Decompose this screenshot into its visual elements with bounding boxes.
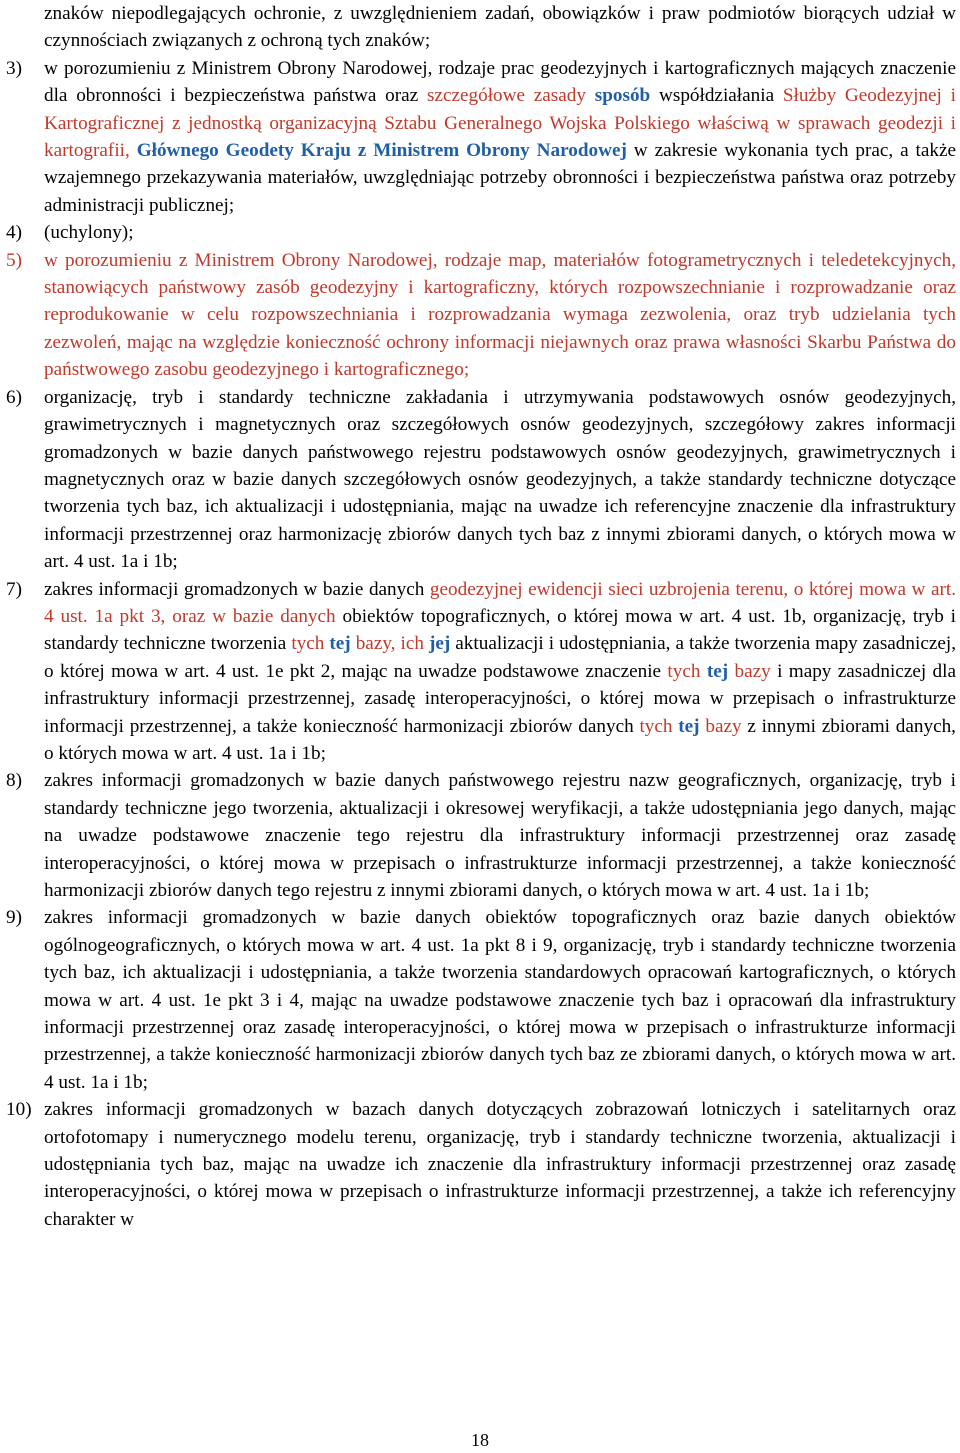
amended-text-segment: Głównego Geodety Kraju z Ministrem Obrony Narodowej bbox=[136, 140, 627, 162]
amended-text-segment: ich bbox=[400, 633, 429, 655]
item-text bbox=[44, 1096, 956, 1233]
list-item bbox=[6, 904, 956, 1096]
item-text bbox=[44, 247, 956, 384]
ordinance-items-list bbox=[6, 55, 956, 1233]
text-segment: zakres informacji gromadzonych w bazie danych bbox=[44, 578, 430, 600]
amended-text-segment: tych bbox=[291, 633, 330, 655]
list-item bbox=[6, 247, 956, 384]
text-segment: w porozumieniu z Ministrem Obrony Narodowej, rodzaje prac geodezyjnych i kartograficznych mających znaczenie dla obronności i bezpieczeństwa państwa oraz bbox=[44, 57, 956, 107]
amended-text-segment: szczegółowe zasady bbox=[426, 85, 595, 107]
text-segment: w zakresie wykonania tych prac, a także wzajemnego przekazywania materiałów, uwzględniając potrzeby obronności i bezpieczeństwa państwa oraz potrzeby administracji publicznej; bbox=[44, 140, 956, 216]
text-segment: znaków niepodlegających ochronie, z uwzględnieniem zadań, obowiązków i praw podmiotów biorących udział w czynnościach związanych z ochroną tych znaków; bbox=[44, 3, 956, 52]
text-segment: zakres informacji gromadzonych w bazach danych dotyczących zobrazowań lotniczych i satelitarnych oraz ortofotomapy i numerycznego modelu terenu, organizację, tryb i standardy techniczne tworzenia, aktualizacji i udostępniania tych baz, mając na uwadze ich znaczenie dla infrastruktury informacji przestrzennej oraz zasadę interoperacyjności, o której mowa w przepisach o infrastrukturze informacji przestrzennej, a także ich referencyjny charakter w bbox=[44, 1099, 956, 1230]
item-text bbox=[44, 576, 956, 768]
list-item bbox=[6, 55, 956, 219]
amended-text-segment: tych bbox=[639, 715, 679, 737]
text-segment: aktualizacji i udostępniania, a także tworzenia mapy zasadniczej, o której mowa w art. 4 ust. 1e pkt 2, mając na uwadze podstawowe znaczenie bbox=[44, 633, 956, 682]
list-item bbox=[6, 384, 956, 576]
amended-text-segment: tej bbox=[706, 660, 729, 682]
item-number: 9) bbox=[6, 907, 22, 929]
document-page bbox=[6, 0, 956, 1233]
amended-text-segment: Służby Geodezyjnej i Kartograficznej z jednostką organizacyjną Sztabu Generalnego Wojska Polskiego właściwą w sprawach geodezji i kartografii, bbox=[44, 85, 956, 162]
page-number: 18 bbox=[471, 1430, 489, 1450]
list-item bbox=[6, 767, 956, 904]
amended-text-segment: bazy bbox=[699, 715, 742, 737]
amended-text-segment: w porozumieniu z Ministrem Obrony Narodowej, rodzaje map, materiałów fotogrametrycznych i teledetekcyjnych, stanowiących państwowy zasób geodezyjny i kartograficzny, których rozpowszechnianie i rozprowadzanie oraz reprodukowanie w celu rozpowszechniania i rozprowadzania wymaga zezwolenia, oraz tryb udzielania tych zezwoleń, mając na względzie konieczność ochrony informacji niejawnych oraz prawa własności Skarbu Państwa do państwowego zasobu geodezyjnego i kartograficznego; bbox=[44, 249, 956, 381]
amended-text-segment: sposób bbox=[594, 85, 651, 107]
list-item bbox=[6, 576, 956, 768]
item-number: 10) bbox=[6, 1099, 32, 1121]
amended-text-segment: tej bbox=[678, 715, 700, 737]
text-segment: organizację, tryb i standardy techniczne zakładania i utrzymywania podstawowych osnów geodezyjnych, grawimetrycznych i magnetycznych oraz szczegółowych osnów geodezyjnych, szczegółowy zakres informacji gromadzonych w bazie danych państwowego rejestru podstawowych osnów geodezyjnych, grawimetrycznych i magnetycznych oraz w bazie danych szczegółowych osnów geodezyjnych, a także standardy techniczne dotyczące tworzenia tych baz, ich aktualizacji i udostępniania, mając na uwadze ich referencyjne znaczenie dla infrastruktury informacji przestrzennej oraz harmonizację zbiorów danych tych baz z innymi zbiorami danych, o których mowa w art. 4 ust. 1a i 1b; bbox=[44, 386, 956, 573]
amended-text-segment: bazy bbox=[728, 660, 771, 682]
item-text bbox=[44, 384, 956, 576]
item-text bbox=[44, 767, 956, 904]
item-number: 4) bbox=[6, 222, 22, 244]
amended-text-segment: bazy, bbox=[350, 633, 401, 655]
text-segment: zakres informacji gromadzonych w bazie danych obiektów topograficznych oraz bazie danych obiektów ogólnogeograficznych, o których mowa w art. 4 ust. 1a pkt 8 i 9, organizację, tryb i standardy techniczne tworzenia tych baz, ich aktualizacji i udostępniania, a także tworzenia standardowych opracowań kartograficznych, o których mowa w art. 4 ust. 1e pkt 3 i 4, mając na uwadze podstawowe znaczenie tych baz i opracowań dla infrastruktury informacji przestrzennej oraz zasadę interoperacyjności, o której mowa w przepisach o infrastrukturze informacji przestrzennej, a także konieczność harmonizacji zbiorów danych tych baz ze zbiorami danych, o których mowa w art. 4 ust. 1a i 1b; bbox=[44, 907, 956, 1093]
amended-text-segment: tej bbox=[329, 633, 351, 655]
amended-text-segment: geodezyjnej ewidencji sieci uzbrojenia terenu, o której mowa w art. 4 ust. 1a pkt 3, oraz w bazie danych bbox=[44, 578, 956, 627]
item-number: 7) bbox=[6, 578, 22, 600]
item-number: 6) bbox=[6, 386, 22, 408]
text-segment: i mapy zasadniczej dla infrastruktury informacji przestrzennej, zasadę interoperacyjności, o której mowa w przepisach o infrastrukturze informacji przestrzennej, a także konieczność harmonizacji zbiorów danych bbox=[44, 660, 956, 737]
list-item bbox=[6, 219, 956, 246]
amended-text-segment: jej bbox=[428, 633, 451, 655]
list-item bbox=[6, 1096, 956, 1233]
item-number: 8) bbox=[6, 770, 22, 792]
item-text bbox=[44, 219, 956, 246]
text-segment: obiektów topograficznych, o której mowa w art. 4 ust. 1b, organizację, tryb i standardy techniczne tworzenia bbox=[44, 605, 957, 655]
item-text bbox=[44, 904, 956, 1096]
item-number: 3) bbox=[6, 57, 22, 79]
text-segment: współdziałania bbox=[650, 85, 783, 107]
item-number: 5) bbox=[6, 249, 22, 271]
amended-text-segment: tych bbox=[667, 660, 707, 682]
text-segment: zakres informacji gromadzonych w bazie danych państwowego rejestru nazw geograficznych, organizację, tryb i standardy techniczne jego tworzenia, aktualizacji i okresowej weryfikacji, a także udostępniania jego danych, mając na uwadze podstawowe znaczenie tego rejestru dla infrastruktury informacji przestrzennej oraz zasadę interoperacyjności, o której mowa w przepisach o infrastrukturze informacji przestrzennej, a także konieczność harmonizacji zbiorów danych tego rejestru z innymi zbiorami danych, o których mowa w art. 4 ust. 1a i 1b; bbox=[44, 770, 956, 901]
text-segment: z innymi zbiorami danych, o których mowa w art. 4 ust. 1a i 1b; bbox=[44, 715, 956, 764]
text-segment: (uchylony); bbox=[44, 222, 134, 244]
intro-paragraph bbox=[6, 0, 956, 55]
item-text bbox=[44, 55, 956, 219]
